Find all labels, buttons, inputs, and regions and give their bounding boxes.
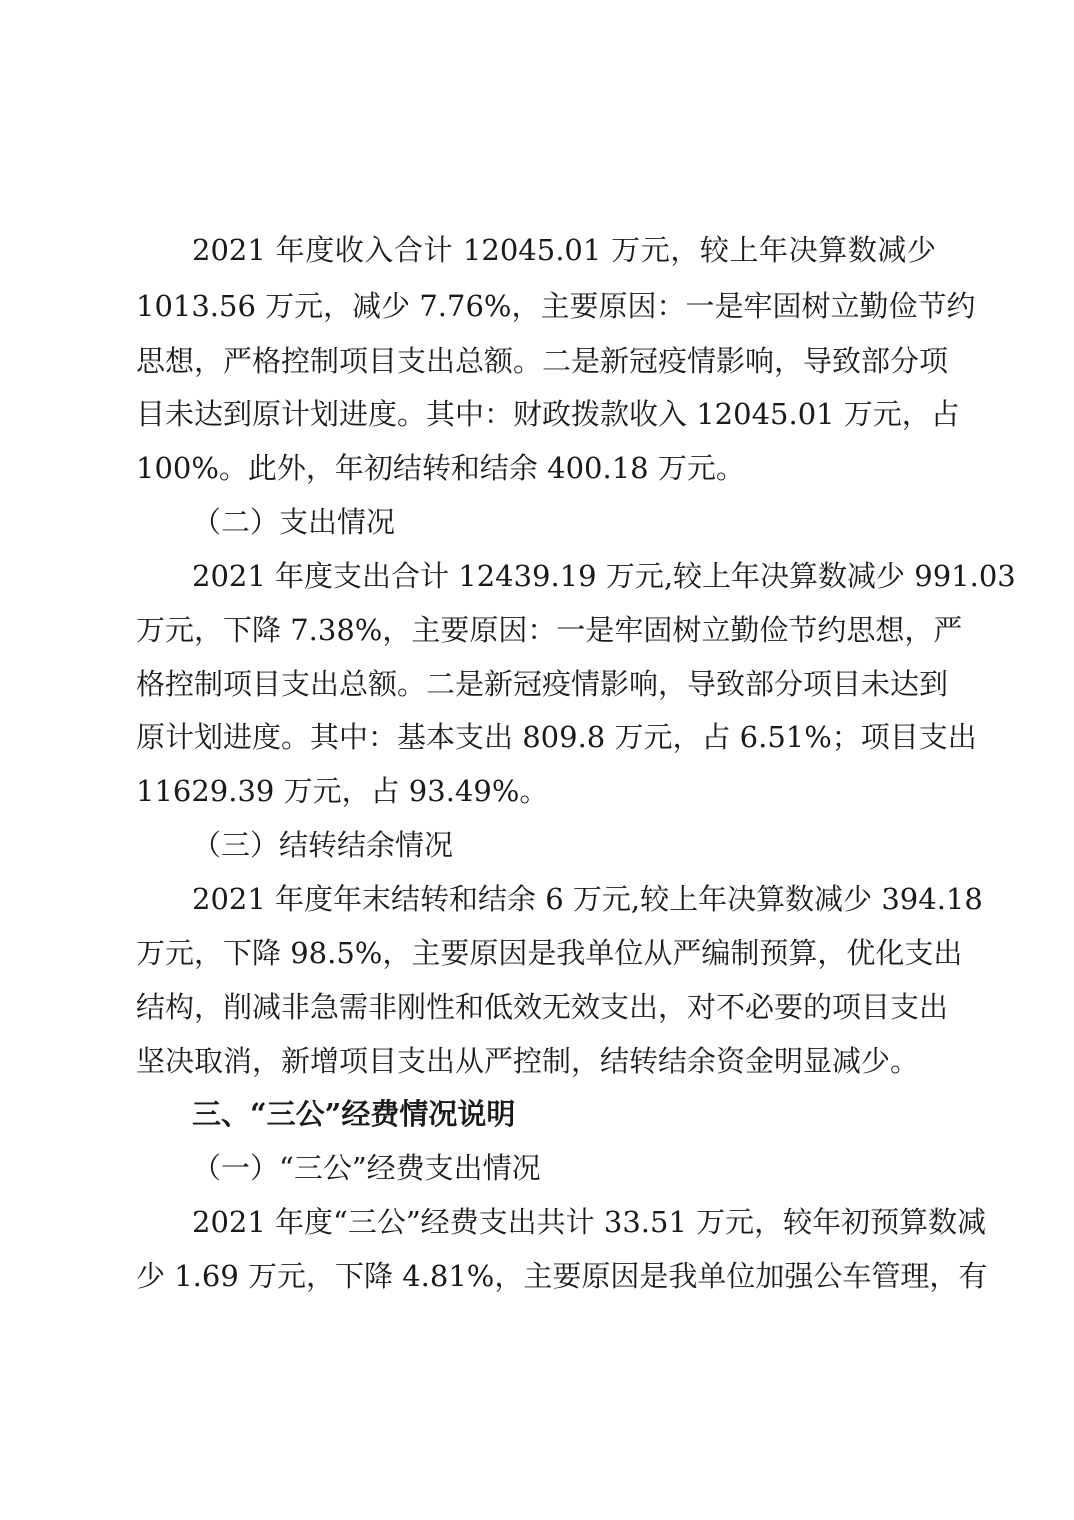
section-heading: （三）结转结余情况 (192, 828, 454, 862)
paragraph-line: 万元，下降 7.38%，主要原因：一是牢固树立勤俭节约思想，严 (136, 613, 963, 647)
paragraph-line: 格控制项目支出总额。二是新冠疫情影响，导致部分项目未达到 (136, 667, 949, 701)
paragraph-line: 原计划进度。其中：基本支出 809.8 万元，占 6.51%；项目支出 (136, 720, 977, 754)
paragraph-line: 坚决取消，新增项目支出从严控制，结转结余资金明显减少。 (136, 1044, 920, 1078)
section-heading: （二）支出情况 (192, 505, 396, 539)
paragraph-line: 结构，削减非急需非刚性和低效无效支出，对不必要的项目支出 (136, 990, 949, 1024)
paragraph-line: 2021 年度年末结转和结余 6 万元,较上年决算数减少 394.18 (192, 882, 983, 916)
paragraph-line: 11629.39 万元，占 93.49%。 (136, 774, 549, 808)
section-heading: （一）“三公”经费支出情况 (192, 1151, 541, 1185)
paragraph-line: 2021 年度“三公”经费支出共计 33.51 万元，较年初预算数减 (192, 1205, 987, 1239)
paragraph-line: 思想，严格控制项目支出总额。二是新冠疫情影响，导致部分项 (136, 344, 949, 378)
paragraph-line: 少 1.69 万元，下降 4.81%，主要原因是我单位加强公车管理，有 (136, 1259, 988, 1293)
chapter-heading: 三、“三公”经费情况说明 (192, 1097, 516, 1131)
paragraph-line: 100%。此外，年初结转和结余 400.18 万元。 (136, 451, 745, 485)
paragraph-line: 万元，下降 98.5%，主要原因是我单位从严编制预算，优化支出 (136, 936, 963, 970)
paragraph-line: 目未达到原计划进度。其中：财政拨款收入 12045.01 万元，占 (136, 397, 960, 431)
paragraph-line: 2021 年度支出合计 12439.19 万元,较上年决算数减少 991.03 (192, 559, 1016, 593)
paragraph-line: 2021 年度收入合计 12045.01 万元，较上年决算数减少 (192, 233, 936, 267)
paragraph-line: 1013.56 万元，减少 7.76%，主要原因：一是牢固树立勤俭节约 (136, 289, 976, 323)
